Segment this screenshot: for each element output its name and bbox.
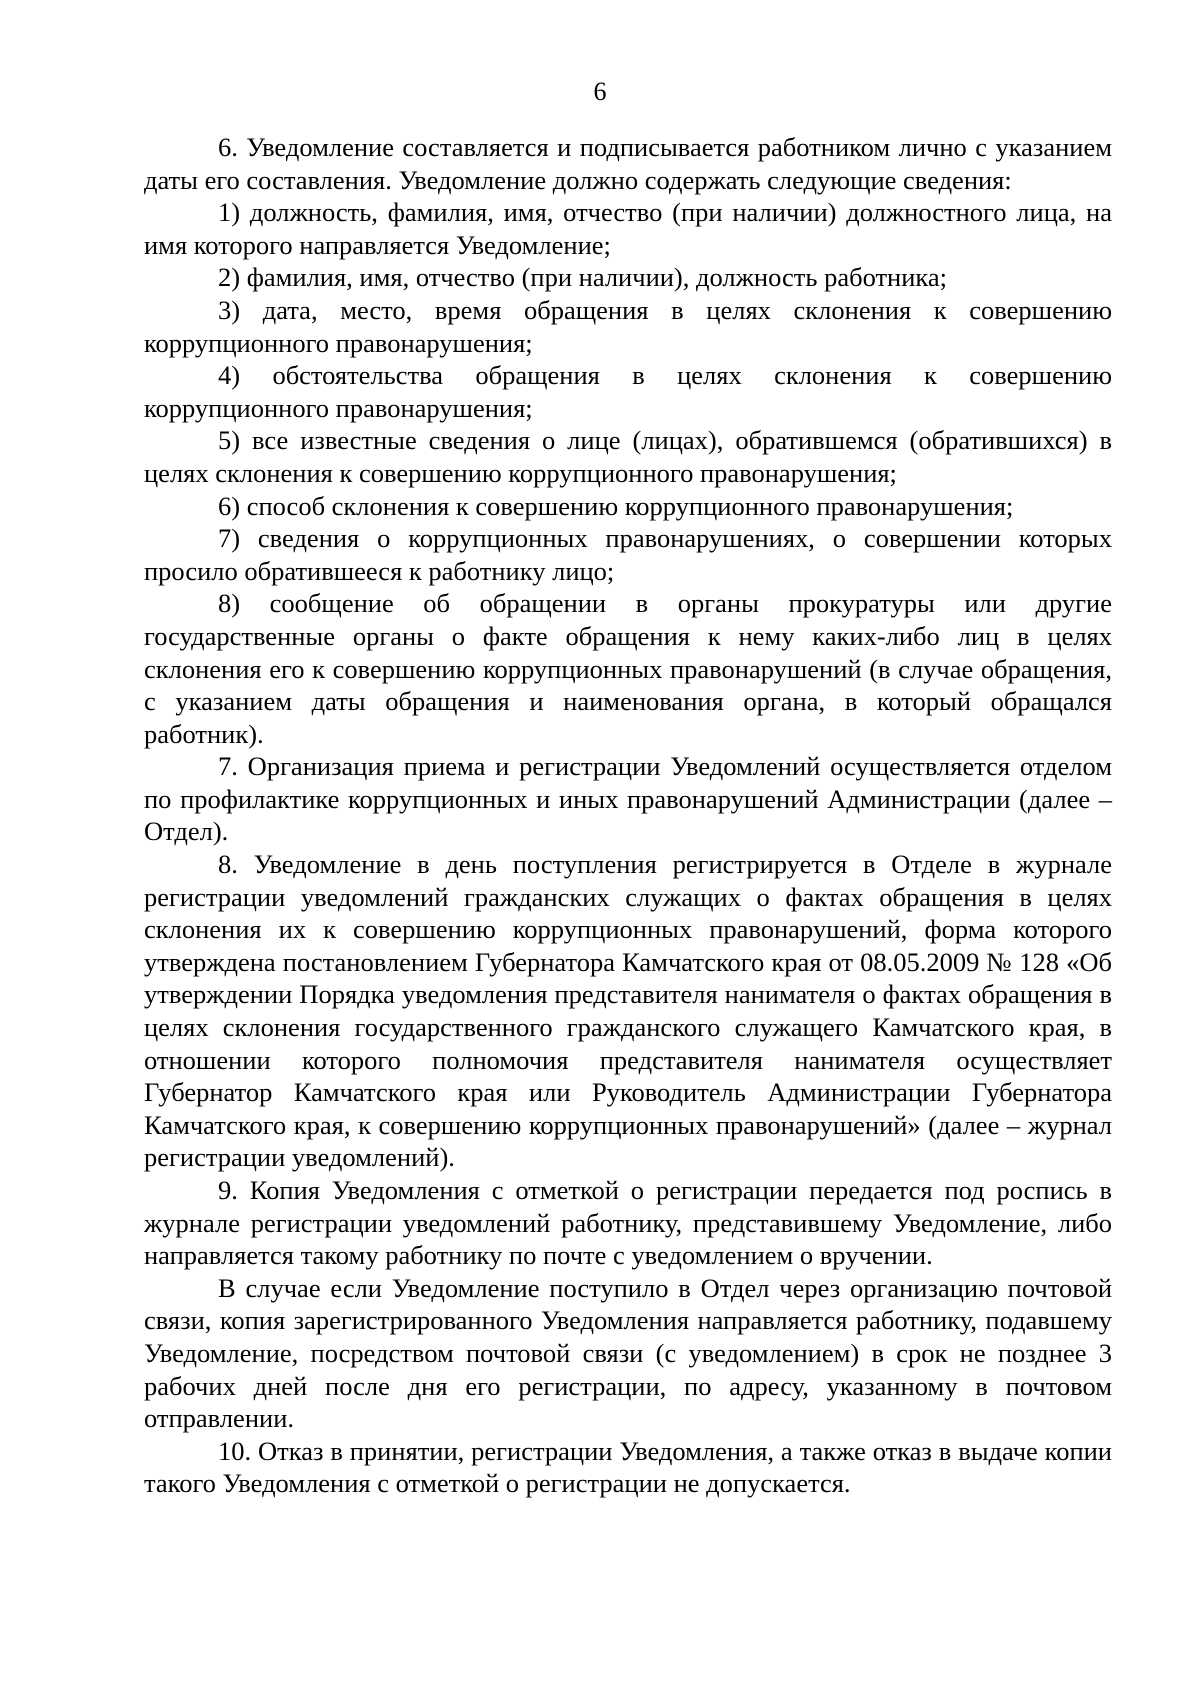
list-item-3: 3) дата, место, время обращения в целях склонения к совершению коррупционного правонарушения; xyxy=(144,294,1112,358)
paragraph-item-9: 9. Копия Уведомления с отметкой о регистрации передается под роспись в журнале регистрации уведомлений работнику, представившему Уведомление, либо направляется такому работнику по почте с уведомлением о вручении. xyxy=(144,1175,1112,1271)
list-item-5: 5) все известные сведения о лице (лицах), обратившемся (обратившихся) в целях склонения к совершению коррупционного правонарушения; xyxy=(144,425,1112,488)
paragraph-item-7: 7. Организация приема и регистрации Уведомлений осуществляется отделом по профилактике коррупционных и иных правонарушений Администрации (далее – Отдел). xyxy=(144,751,1112,847)
document-body xyxy=(144,131,1112,1500)
list-item-1: 1) должность, фамилия, имя, отчество (при наличии) должностного лица, на имя которого направляется Уведомление; xyxy=(144,197,1112,260)
paragraph-item-10: 10. Отказ в принятии, регистрации Уведомления, а также отказ в выдаче копии такого Уведомления с отметкой о регистрации не допускается. xyxy=(144,1435,1112,1499)
paragraph-item-8: 8. Уведомление в день поступления регистрируется в Отделе в журнале регистрации уведомлений гражданских служащих о фактах обращения в целях склонения их к совершению коррупционных правонарушений, форма которого утверждена постановлением Губернатора Камчатского края от 08.05.2009 № 128 «Об утверждении Порядка уведомления представителя нанимателя о фактах обращения в целях склонения государственного гражданского служащего Камчатского края, в отношении которого полномочия представителя нанимателя осуществляет Губернатор Камчатского края или Руководитель Администрации Губернатора Камчатского края, к совершению коррупционных правонарушений» (далее – журнал регистрации уведомлений). xyxy=(144,849,1112,1173)
list-item-4: 4) обстоятельства обращения в целях склонения к совершению коррупционного правонарушения; xyxy=(144,360,1112,423)
paragraph-item-6: 6. Уведомление составляется и подписывается работником лично с указанием даты его составления. Уведомление должно содержать следующие сведения: xyxy=(144,132,1112,195)
page-number: 6 xyxy=(593,77,607,106)
list-item-2: 2) фамилия, имя, отчество (при наличии), должность работника; xyxy=(218,262,948,293)
list-item-6: 6) способ склонения к совершению коррупционного правонарушения; xyxy=(218,490,1014,521)
paragraph-item-9-postal: В случае если Уведомление поступило в Отдел через организацию почтовой связи, копия зарегистрированного Уведомления направляется работнику, подавшему Уведомление, посредством почтовой связи (с уведомлением) в срок не позднее 3 рабочих дней после дня его регистрации, по адресу, указанному в почтовом отправлении. xyxy=(144,1272,1112,1434)
list-item-8: 8) сообщение об обращении в органы прокуратуры или другие государственные органы о факте обращения к нему каких-либо лиц в целях склонения его к совершению коррупционных правонарушений (в случае обращения, с указанием даты обращения и наименования органа, в который обращался работник). xyxy=(144,588,1112,749)
list-item-7: 7) сведения о коррупционных правонарушениях, о совершении которых просило обратившееся к работнику лицо; xyxy=(144,523,1112,586)
